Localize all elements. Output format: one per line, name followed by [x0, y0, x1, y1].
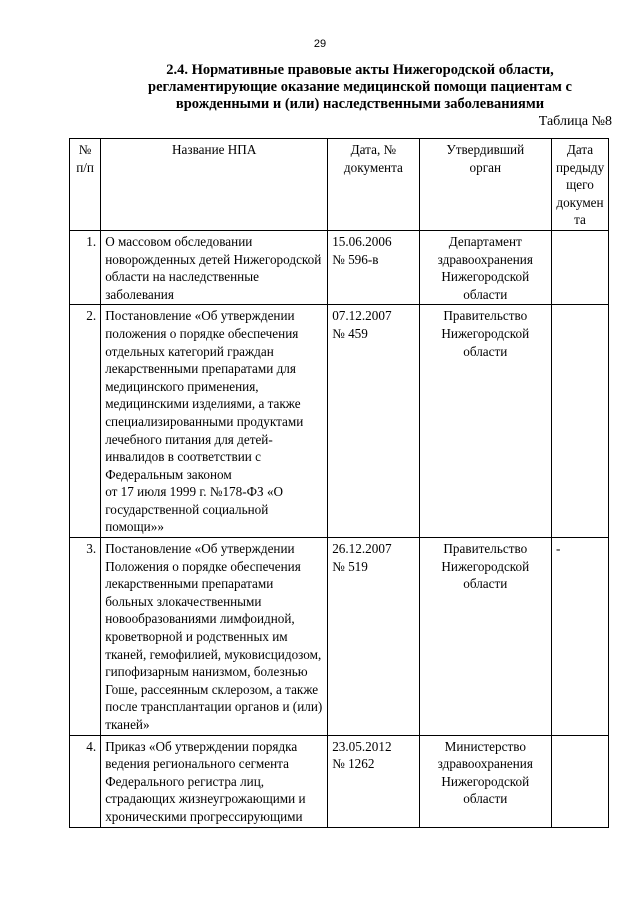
- table-row: [70, 538, 609, 736]
- row-name: Постановление «Об утверждении положения о порядке обеспечения отдельных категорий граждан лекарственными препаратами для медицинского применения, медицинскими изделиями, а также специализированными продуктами лечебного питания для детей-инвалидов в соответствии с Федеральным законом от 17 июля 1999 г. №178-ФЗ «О государственной социальной помощи»»: [101, 305, 328, 538]
- header-org: Утвердивший орган: [419, 139, 551, 231]
- row-name: О массовом обследовании новорожденных детей Нижегородской области на наследственные заболевания: [101, 230, 328, 304]
- table-row: [70, 735, 609, 827]
- header-prev-date: Дата предыду щего докумен та: [551, 139, 608, 231]
- section-heading: 2.4. Нормативные правовые акты Нижегородской области, регламентирующие оказание медицинской помощи пациентам с врожденными и (или) наследственными заболеваниями: [148, 62, 572, 112]
- table-label: Таблица №8: [538, 114, 612, 129]
- header-name: Название НПА: [101, 139, 328, 231]
- page-number: 29: [313, 38, 327, 50]
- table-row: [70, 230, 609, 304]
- row-org: Министерство здравоохранения Нижегородской области: [419, 735, 551, 827]
- row-num: 1.: [70, 230, 101, 304]
- row-org: Правительство Нижегородской области: [419, 305, 551, 538]
- row-num: 2.: [70, 305, 101, 538]
- row-org: Департамент здравоохранения Нижегородской области: [419, 230, 551, 304]
- row-date: 07.12.2007 № 459: [328, 305, 419, 538]
- row-prev-date: [551, 230, 608, 304]
- row-prev-date: -: [551, 538, 608, 736]
- header-date: Дата, № документа: [328, 139, 419, 231]
- row-num: 4.: [70, 735, 101, 827]
- row-prev-date: [551, 305, 608, 538]
- row-name: Приказ «Об утверждении порядка ведения регионального сегмента Федерального регистра лиц, страдающих жизнеугрожающими и хроническими прогрессирующими: [101, 735, 328, 827]
- row-name: Постановление «Об утверждении Положения о порядке обеспечения лекарственными препаратами больных злокачественными новообразованиями лимфоидной, кроветворной и родственных им тканей, гемофилией, муковисцидозом, гипофизарным нанизмом, болезнью Гоше, рассеянным склерозом, а также после трансплантации органов и (или) тканей»: [101, 538, 328, 736]
- row-date: 23.05.2012 № 1262: [328, 735, 419, 827]
- row-prev-date: [551, 735, 608, 827]
- row-date: 15.06.2006 № 596-в: [328, 230, 419, 304]
- row-num: 3.: [70, 538, 101, 736]
- table-row: [70, 305, 609, 538]
- table-header-row: [70, 139, 609, 231]
- header-num: № п/п: [70, 139, 101, 231]
- row-org: Правительство Нижегородской области: [419, 538, 551, 736]
- npa-table: [69, 138, 609, 828]
- row-date: 26.12.2007 № 519: [328, 538, 419, 736]
